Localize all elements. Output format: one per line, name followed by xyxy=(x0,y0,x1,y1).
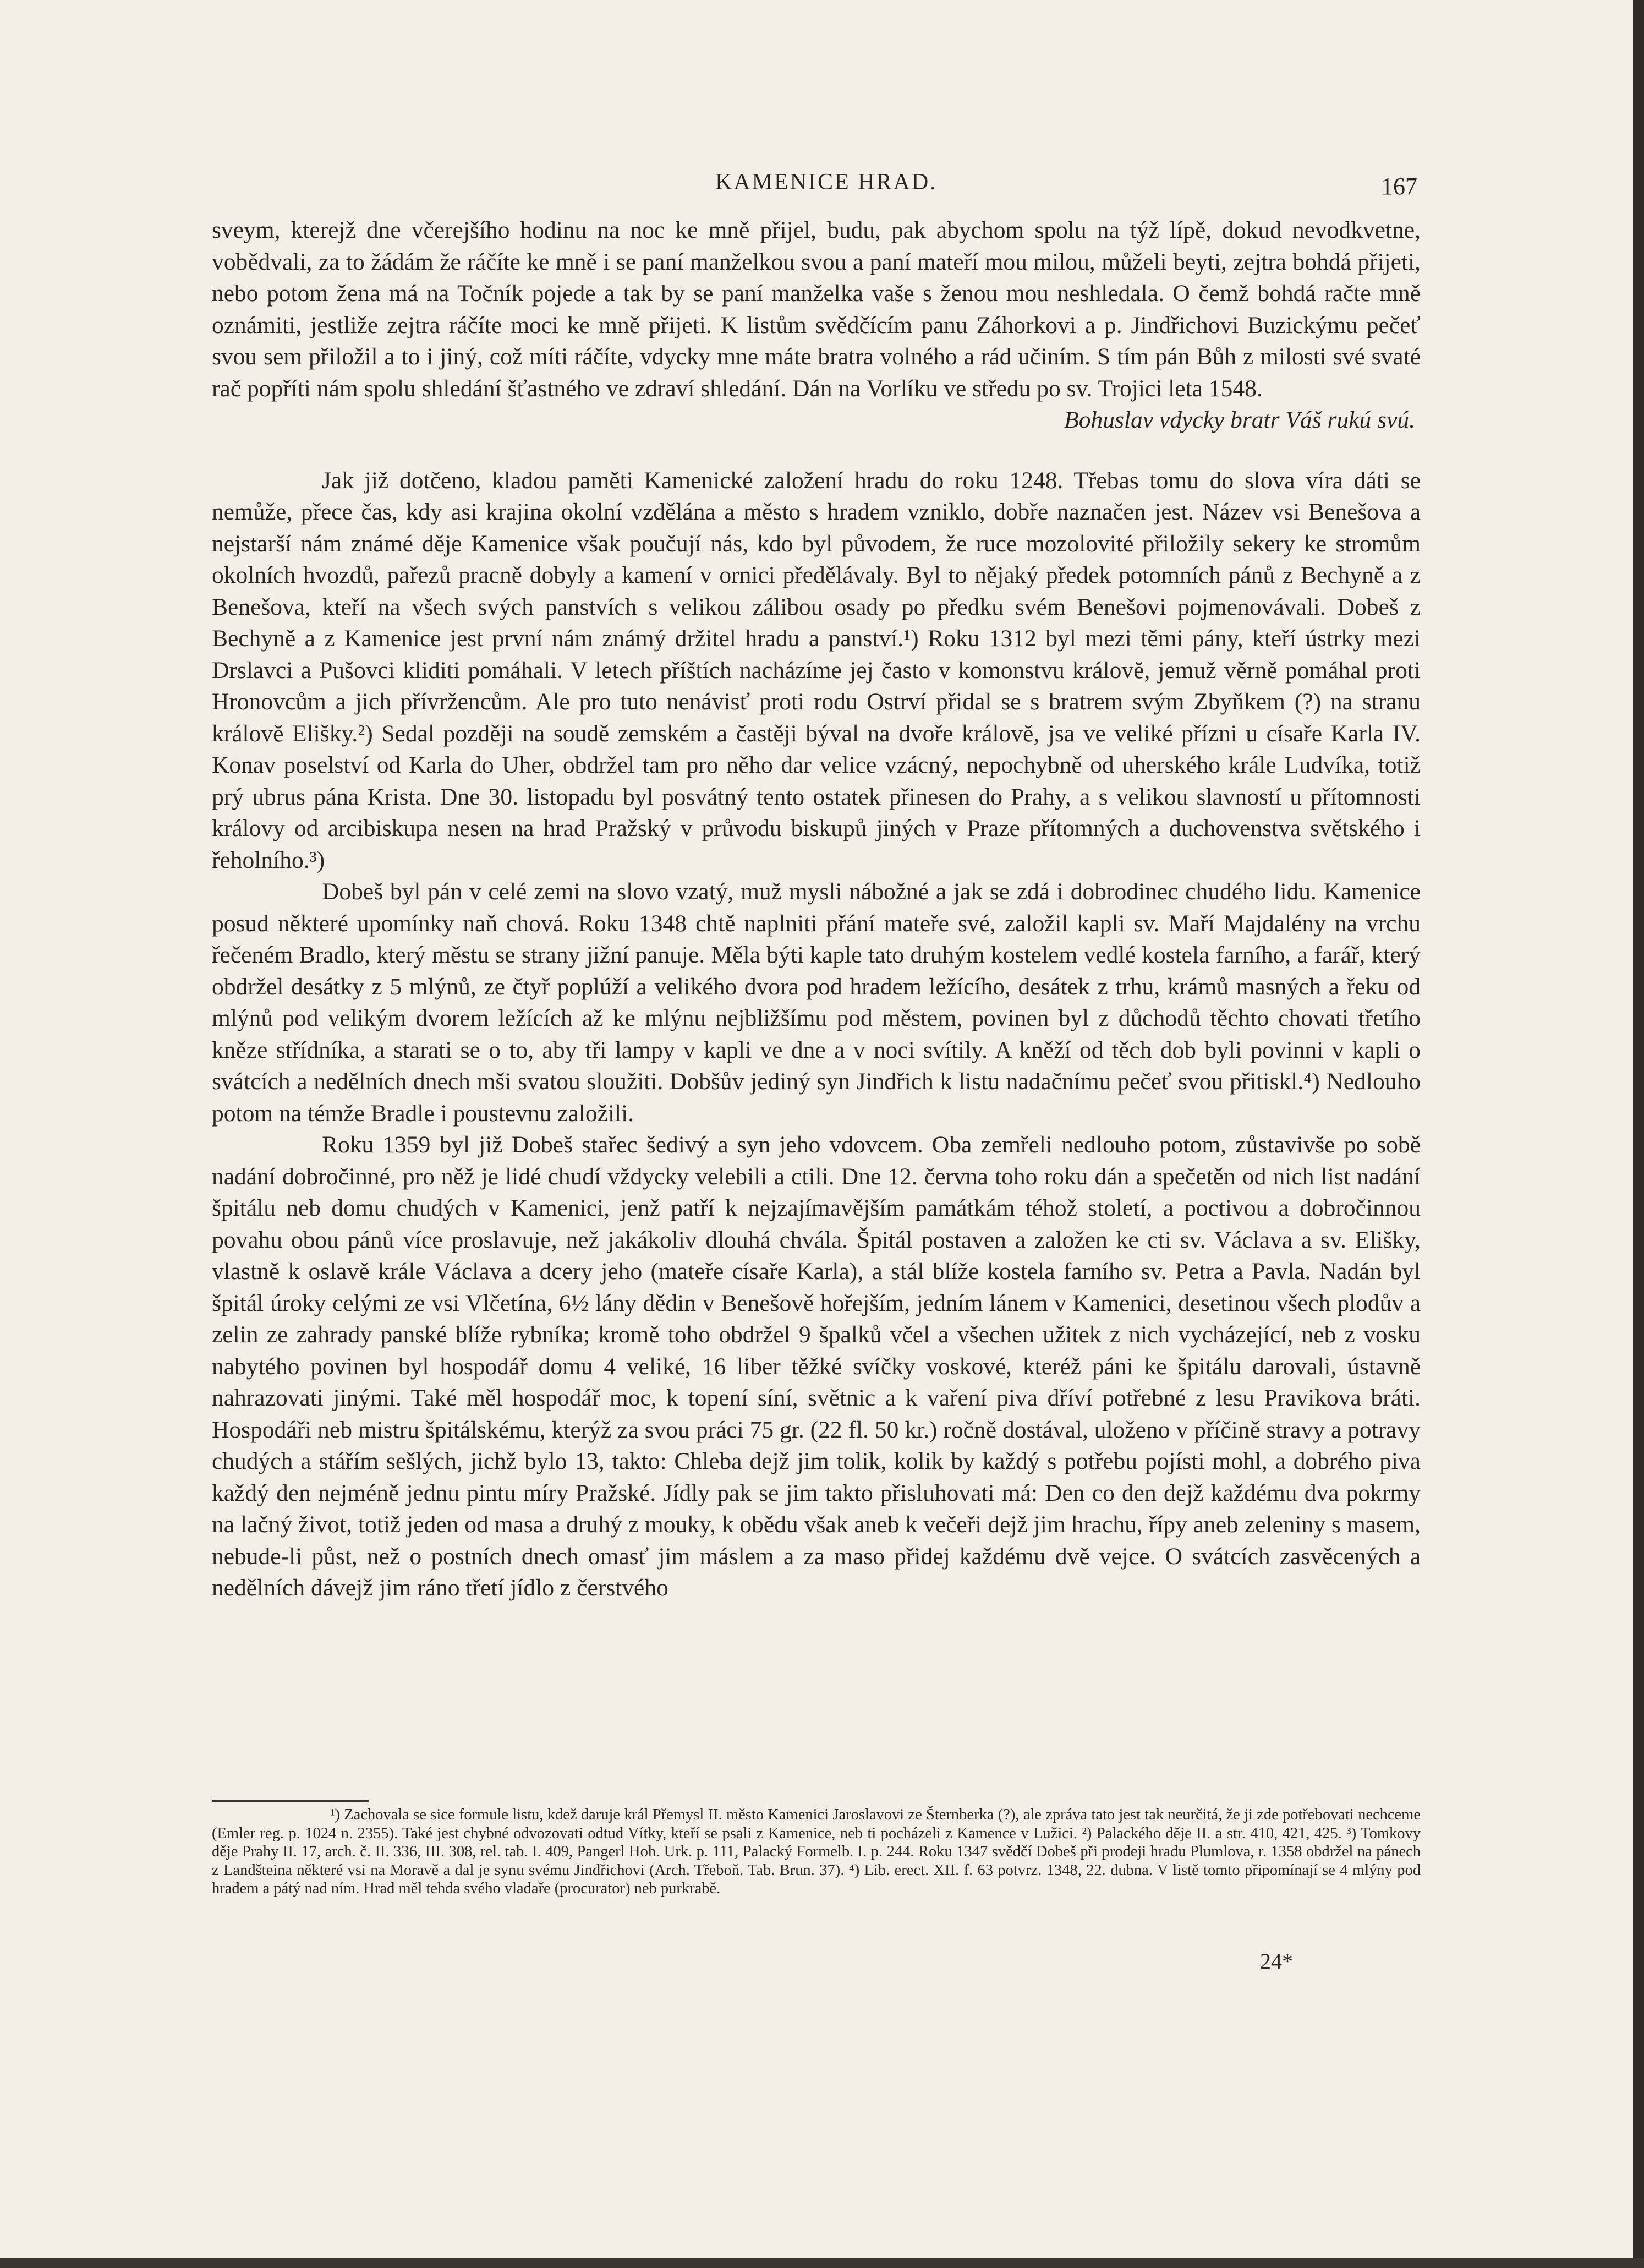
scan-edge-bottom xyxy=(0,2258,1644,2268)
paragraph-3: Roku 1359 byl již Dobeš stařec šedivý a syn jeho vdovcem. Oba zemřeli nedlouho potom, zůstavivše po sobě nadání dobročinné, pro něž je lidé chudí vždycky velebili a ctili. Dne 12. června toho roku dán a spečetěn od nich list nadání špitálu neb domu chudých v Kamenici, jenž patří k nejzajímavějším památkám téhož století, a poctivou a dobročinnou povahu obou pánů více proslavuje, než jakákoliv dlouhá chvála. Špitál postaven a založen ke cti sv. Václava a sv. Elišky, vlastně k oslavě krále Václava a dcery jeho (mateře císaře Karla), a stál blíže kostela farního sv. Petra a Pavla. Nadán byl špitál úroky celými ze vsi Vlčetína, 6½ lány dědin v Benešově hořejším, jedním lánem v Kamenici, desetinou všech plodův a zelin ze zahrady panské blíže rybníka; kromě toho obdržel 9 špalků včel a všechen užitek z nich vycházející, neb z vosku nabytého povinen byl hospodář domu 4 veliké, 16 liber těžké svíčky voskové, kteréž páni ke špitálu darovali, ústavně nahrazovati jinými. Také měl hospodář moc, k topení síní, světnic a k vaření piva dříví potřebné z lesu Pravikova bráti. Hospodáři neb mistru špitálskému, kterýž za svou práci 75 gr. (22 fl. 50 kr.) ročně dostával, uloženo v příčině stravy a potravy chudých a stářím sešlých, jichž bylo 13, takto: Chleba dejž jim tolik, kolik by každý s potřebu pojísti mohl, a dobrého piva každý den nejméně jednu pintu míry Pražské. Jídly pak se jim takto přisluhovati má: Den co den dejž každému dva pokrmy na lačný život, totiž jeden od masa a druhý z mouky, k obědu však aneb k večeři dejž jim hrachu, řípy aneb zeleniny s masem, nebude-li půst, než o postních dnech omasť jim máslem a za maso přidej každému dvě vejce. O svátcích zasvěcených a nedělních dávejž jim ráno třetí jídlo z čerstvého xyxy=(212,1132,1421,1601)
letter-signature: Bohuslav vdycky bratr Váš rukú svú. xyxy=(1064,407,1415,433)
section-gap xyxy=(212,436,1421,465)
footnote-text: ¹) Zachovala se sice formule listu, kdež daruje král Přemysl II. město Kamenici Jaroslavovi ze Šternberka (?), ale zpráva tato jest tak neurčitá, že ji zde potřebovati nechceme (Emler reg. p. 1024 n. 2355). Také jest chybné odvozovati odtud Vítky, kteří se psali z Kamenice, neb ti pocházeli z Kamence v Lužici. ²) Palackého děje II. a str. 410, 421, 425. ³) Tomkovy děje Prahy II. 17, arch. č. II. 336, III. 308, rel. tab. I. 409, Pangerl Hoh. Urk. p. 111, Palacký Formelb. I. p. 244. Roku 1347 svědčí Dobeš při prodeji hradu Plumlova, r. 1358 obdržel na pánech z Landšteina některé vsi na Moravě a dal je synu svému Jindřichovi (Arch. Třeboň. Tab. Brun. 37). ⁴) Lib. erect. XII. f. 63 potvrz. 1348, 22. dubna. V listě tomto připomínají se 4 mlýny pod hradem a pátý nad ním. Hrad měl tehda svého vladaře (procurator) neb purkrabě. xyxy=(212,1806,1421,1897)
main-text xyxy=(212,215,1421,1604)
footnotes xyxy=(212,1806,1421,1898)
paragraph-1: Jak již dotčeno, kladou paměti Kamenické založení hradu do roku 1248. Třebas tomu do slova víra dáti se nemůže, přece čas, kdy asi krajina okolní vzdělána a město s hradem vzniklo, dobře naznačen jest. Název vsi Benešova a nejstarší nám známé děje Kamenice však poučují nás, kdo byl původem, že ruce mozolovité přiložily sekery ke stromům okolních hvozdů, pařezů pracně dobyly a kamení v ornici předělávaly. Byl to nějaký předek potomních pánů z Bechyně a z Benešova, kteří na všech svých panstvích s velikou zálibou osady po předku svém Benešovi pojmenovávali. Dobeš z Bechyně a z Kamenice jest první nám známý držitel hradu a panství.¹) Roku 1312 byl mezi těmi pány, kteří ústrky mezi Drslavci a Pušovci kliditi pomáhali. V letech příštích nacházíme jej často v komonstvu královĕ, jemuž věrně pomáhal proti Hronovcům a jich přívržencům. Ale pro tuto nenávisť proti rodu Ostrví přidal se s bratrem svým Zbyňkem (?) na stranu královĕ Elišky.²) Sedal později na soudě zemském a častěji býval na dvoře královĕ, jsa ve veliké přízni u císaře Karla IV. Konav poselství od Karla do Uher, obdržel tam pro něho dar velice vzácný, nepochybně od uherského krále Ludvíka, totiž prý ubrus pána Krista. Dne 30. listopadu byl posvátný tento ostatek přinesen do Prahy, a s velikou slavností u přítomnosti královy od arcibiskupa nesen na hrad Pražský v průvodu biskupů jiných v Praze přítomných a duchovenstva světského i řeholního.³) xyxy=(212,467,1421,873)
running-head: KAMENICE HRAD. xyxy=(715,170,938,195)
page-header xyxy=(0,167,1644,200)
footnote-rule xyxy=(212,1800,369,1802)
scan-edge-right xyxy=(1633,0,1644,2268)
paragraph-2: Dobeš byl pán v celé zemi na slovo vzatý, muž mysli nábožné a jak se zdá i dobrodinec chudého lidu. Kamenice posud některé upomínky naň chová. Roku 1348 chtě naplniti přání mateře své, založil kapli sv. Maří Majdalény na vrchu řečeném Bradlo, který městu se strany jižní panuje. Měla býti kaple tato druhým kostelem vedlé kostela farního, a farář, který obdržel desátky z 5 mlýnů, ze čtyř poplúží a velikého dvora pod hradem ležícího, desátek z trhu, krámů masných a řeku od mlýnů pod velikým dvorem ležících až ke mlýnu nejbližšímu pod městem, povinen byl z důchodů těchto chovati třetího kněze střídníka, a starati se o to, aby tři lampy v kapli ve dne a v noci svítily. A kněží od těch dob byli povinni v kapli o svátcích a nedělních dnech mši svatou sloužiti. Dobšův jediný syn Jindřich k listu nadačnímu pečeť svou přitiskl.⁴) Nedlouho potom na témže Bradle i poustevnu založili. xyxy=(212,878,1421,1127)
letter-text: sveym, kterejž dne včerejšího hodinu na noc ke mně přijel, budu, pak abychom spolu na týž lípě, dokud nevodkvetne, vobědvali, za to žádám že ráčíte ke mně i se paní manželkou svou a paní mateří mou milou, můželi beyti, zejtra bohdá přijeti, nebo potom žena má na Točník pojede a tak by se paní manželka vaše s ženou mou neshledala. O čemž bohdá račte mně oznámiti, jestliže zejtra ráčíte moci ke mně přijeti. K listům svědčícím panu Záhorkovi a p. Jindřichovi Buzickýmu pečeť svou sem přiložil a to i jiný, což míti ráčíte, vdycky mne máte bratra volného a rád učiním. S tím pán Bůh z milosti své svaté rač popříti nám spolu shledání šťastného ve zdraví shledání. Dán na Vorlíku ve středu po sv. Trojici leta 1548. xyxy=(212,217,1421,402)
signature-mark: 24* xyxy=(1260,1949,1293,1974)
page-number: 167 xyxy=(1381,173,1417,200)
